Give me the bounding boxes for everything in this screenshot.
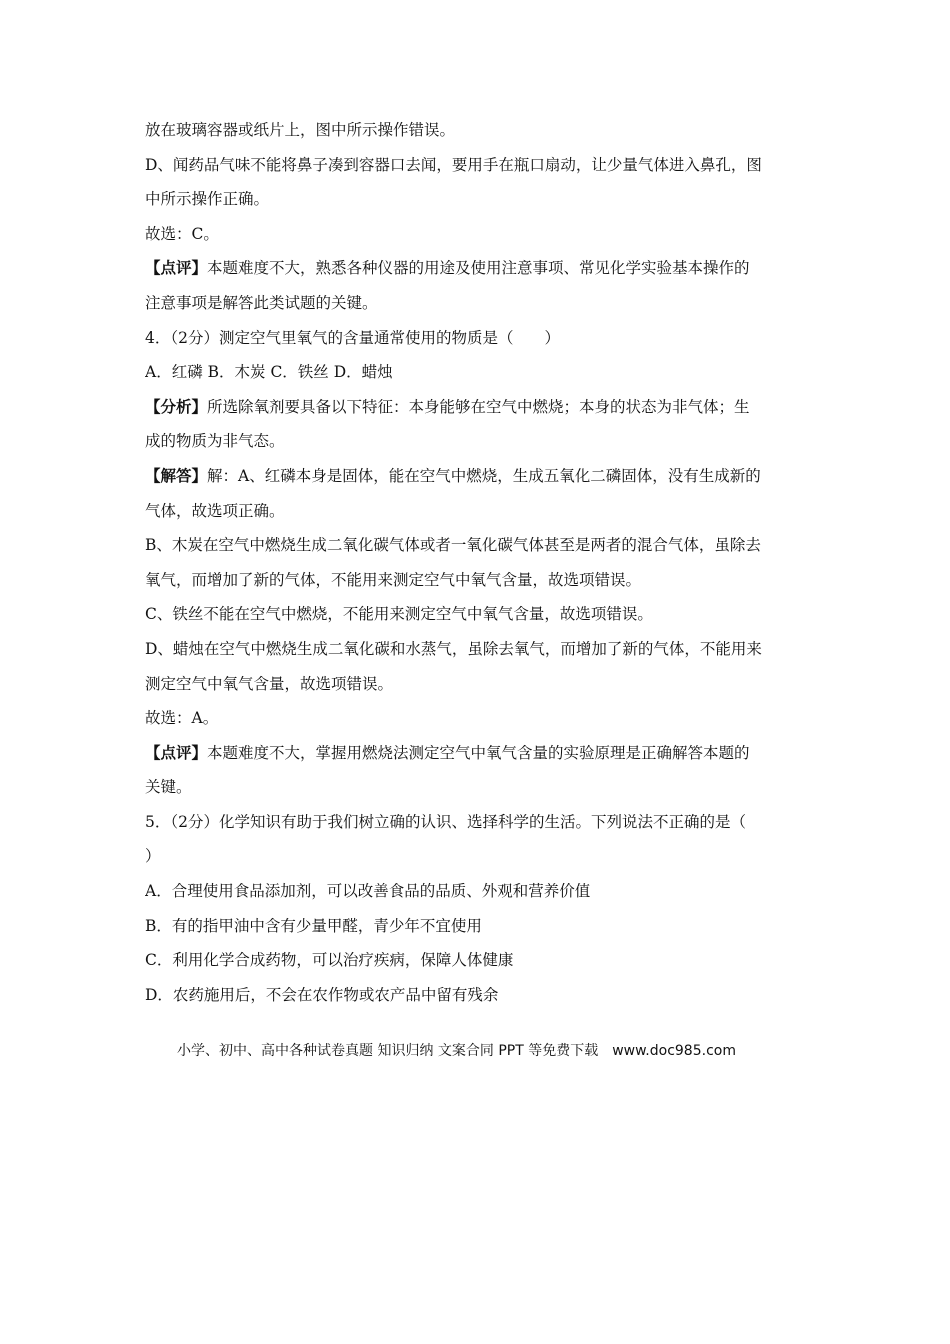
section-tag: 【解答】	[145, 465, 208, 485]
line-text: 中所示操作正确。	[145, 190, 270, 209]
line-text: 本题难度不大，掌握用燃烧法测定空气中氧气含量的实验原理是正确解答本题的	[207, 743, 750, 762]
line-text: C．利用化学合成药物，可以治疗疾病，保障人体健康	[145, 951, 514, 970]
line-text: B、木炭在空气中燃烧生成二氧化碳气体或者一氧化碳气体甚至是两者的混合气体，虽除去	[145, 536, 761, 555]
text-line	[145, 909, 810, 944]
line-text: 解：A、红磷本身是固体，能在空气中燃烧，生成五氧化二磷固体，没有生成新的	[207, 466, 761, 485]
section-tag: 【分析】	[145, 396, 208, 416]
text-line	[145, 528, 810, 563]
line-text: A．红磷 B．木炭 C．铁丝 D．蜡烛	[145, 363, 393, 382]
line-text: D．农药施用后，不会在农作物或农产品中留有残余	[145, 985, 499, 1004]
text-line	[145, 597, 810, 632]
section-tag: 【点评】	[145, 258, 208, 278]
text-line	[145, 839, 810, 874]
text-line	[145, 182, 810, 217]
document-body	[145, 113, 810, 1012]
line-text: A．合理使用食品添加剂，可以改善食品的品质、外观和营养价值	[145, 882, 591, 901]
line-text: 故选：A。	[145, 709, 219, 728]
text-line	[145, 805, 810, 840]
line-text: 成的物质为非气态。	[145, 432, 285, 451]
line-text: B．有的指甲油中含有少量甲醛，青少年不宜使用	[145, 916, 482, 935]
text-line	[145, 113, 810, 148]
text-line	[145, 563, 810, 598]
text-line	[145, 355, 810, 390]
text-line	[145, 251, 810, 286]
text-line	[145, 286, 810, 321]
text-line	[145, 667, 810, 702]
line-text: D、闻药品气味不能将鼻子凑到容器口去闻，要用手在瓶口扇动，让少量气体进入鼻孔，图	[145, 155, 762, 174]
line-text: D、蜡烛在空气中燃烧生成二氧化碳和水蒸气，虽除去氧气，而增加了新的气体，不能用来	[145, 639, 762, 658]
text-line	[145, 459, 810, 494]
text-line	[145, 978, 810, 1013]
line-text: 测定空气中氧气含量，故选项错误。	[145, 674, 394, 693]
text-line	[145, 736, 810, 771]
text-line	[145, 321, 810, 356]
text-line	[145, 701, 810, 736]
line-text: 故选：C。	[145, 224, 219, 243]
text-line	[145, 424, 810, 459]
line-text: 4．（2分）测定空气里氧气的含量通常使用的物质是（ ）	[145, 328, 560, 347]
line-text: 氧气，而增加了新的气体，不能用来测定空气中氧气含量，故选项错误。	[145, 570, 642, 589]
page-footer: 小学、初中、高中各种试卷真题 知识归纳 文案合同 PPT 等免费下载 www.doc985.com	[177, 1043, 736, 1059]
text-line	[145, 770, 810, 805]
line-text: 注意事项是解答此类试题的关键。	[145, 293, 378, 312]
text-line	[145, 874, 810, 909]
text-line	[145, 494, 810, 529]
text-line	[145, 390, 810, 425]
text-line	[145, 217, 810, 252]
line-text: 本题难度不大，熟悉各种仪器的用途及使用注意事项、常见化学实验基本操作的	[207, 259, 750, 278]
line-text: 放在玻璃容器或纸片上，图中所示操作错误。	[145, 121, 456, 139]
line-text: 5．（2分）化学知识有助于我们树立确的认识、选择科学的生活。下列说法不正确的是（	[145, 812, 746, 831]
line-text: 关键。	[145, 778, 192, 797]
line-text: 气体，故选项正确。	[145, 501, 285, 520]
text-line	[145, 632, 810, 667]
line-text: C、铁丝不能在空气中燃烧，不能用来测定空气中氧气含量，故选项错误。	[145, 605, 653, 624]
line-text: 所选除氧剂要具备以下特征：本身能够在空气中燃烧；本身的状态为非气体；生	[207, 397, 750, 416]
text-line	[145, 148, 810, 183]
text-line	[145, 943, 810, 978]
section-tag: 【点评】	[145, 742, 208, 762]
line-text: ）	[145, 847, 161, 866]
